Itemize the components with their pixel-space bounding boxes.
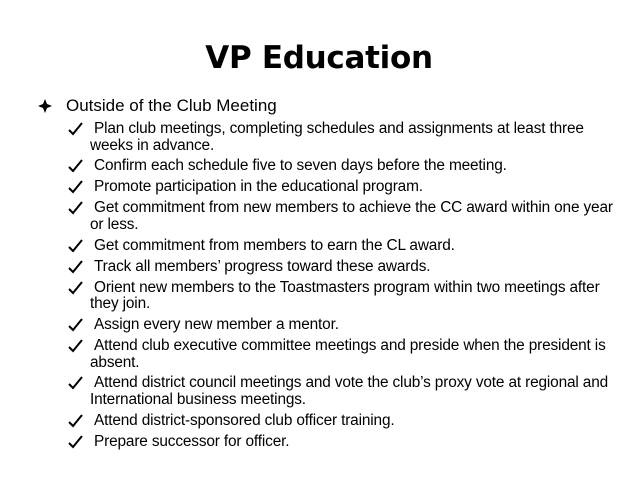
list-item-text: Plan club meetings, completing schedules and assignments at least three weeks in advance. xyxy=(90,120,584,154)
checkmark-icon xyxy=(68,260,83,274)
checkmark-icon xyxy=(68,201,83,215)
list-item-text: Confirm each schedule five to seven days before the meeting. xyxy=(94,157,507,175)
list-item xyxy=(68,121,628,154)
responsibility-list xyxy=(68,121,628,455)
list-item-text: Get commitment from new members to achieve the CC award within one year or less. xyxy=(90,199,613,233)
checkmark-icon xyxy=(68,281,83,295)
list-item-text: Get commitment from members to earn the CL award. xyxy=(94,236,455,254)
list-item-text: Attend club executive committee meetings and preside when the president is absent. xyxy=(90,336,606,371)
list-item xyxy=(68,280,628,313)
list-item-text: Prepare successor for officer. xyxy=(94,432,290,450)
checkmark-icon xyxy=(68,159,83,173)
checkmark-icon xyxy=(68,318,83,332)
section-heading-label: Outside of the Club Meeting xyxy=(66,96,277,115)
list-item-text: Attend district council meetings and vote the club’s proxy vote at regional and International business meetings. xyxy=(90,374,609,408)
list-item-text: Orient new members to the Toastmasters program within two meetings after they join. xyxy=(90,278,600,313)
list-item xyxy=(68,179,628,196)
list-item xyxy=(68,200,628,233)
list-item xyxy=(68,259,628,276)
list-item-text: Track all members’ progress toward these awards. xyxy=(94,257,431,275)
list-item-text: Assign every new member a mentor. xyxy=(94,316,339,334)
checkmark-icon xyxy=(68,122,83,136)
diamond-bullet-icon xyxy=(38,99,52,113)
slide-title: VP Education xyxy=(205,40,433,76)
list-item-text: Attend district-sponsored club officer training. xyxy=(94,411,395,429)
checkmark-icon xyxy=(68,339,83,353)
list-item xyxy=(68,338,628,371)
list-item-text: Promote participation in the educational program. xyxy=(94,178,423,196)
checkmark-icon xyxy=(68,239,83,253)
checkmark-icon xyxy=(68,376,83,390)
checkmark-icon xyxy=(68,435,83,449)
list-item xyxy=(68,238,628,255)
list-item xyxy=(68,413,628,430)
checkmark-icon xyxy=(68,414,83,428)
list-item xyxy=(68,375,628,408)
section-heading xyxy=(38,96,618,116)
list-item xyxy=(68,158,628,175)
list-item xyxy=(68,434,628,451)
checkmark-icon xyxy=(68,180,83,194)
list-item xyxy=(68,317,628,334)
